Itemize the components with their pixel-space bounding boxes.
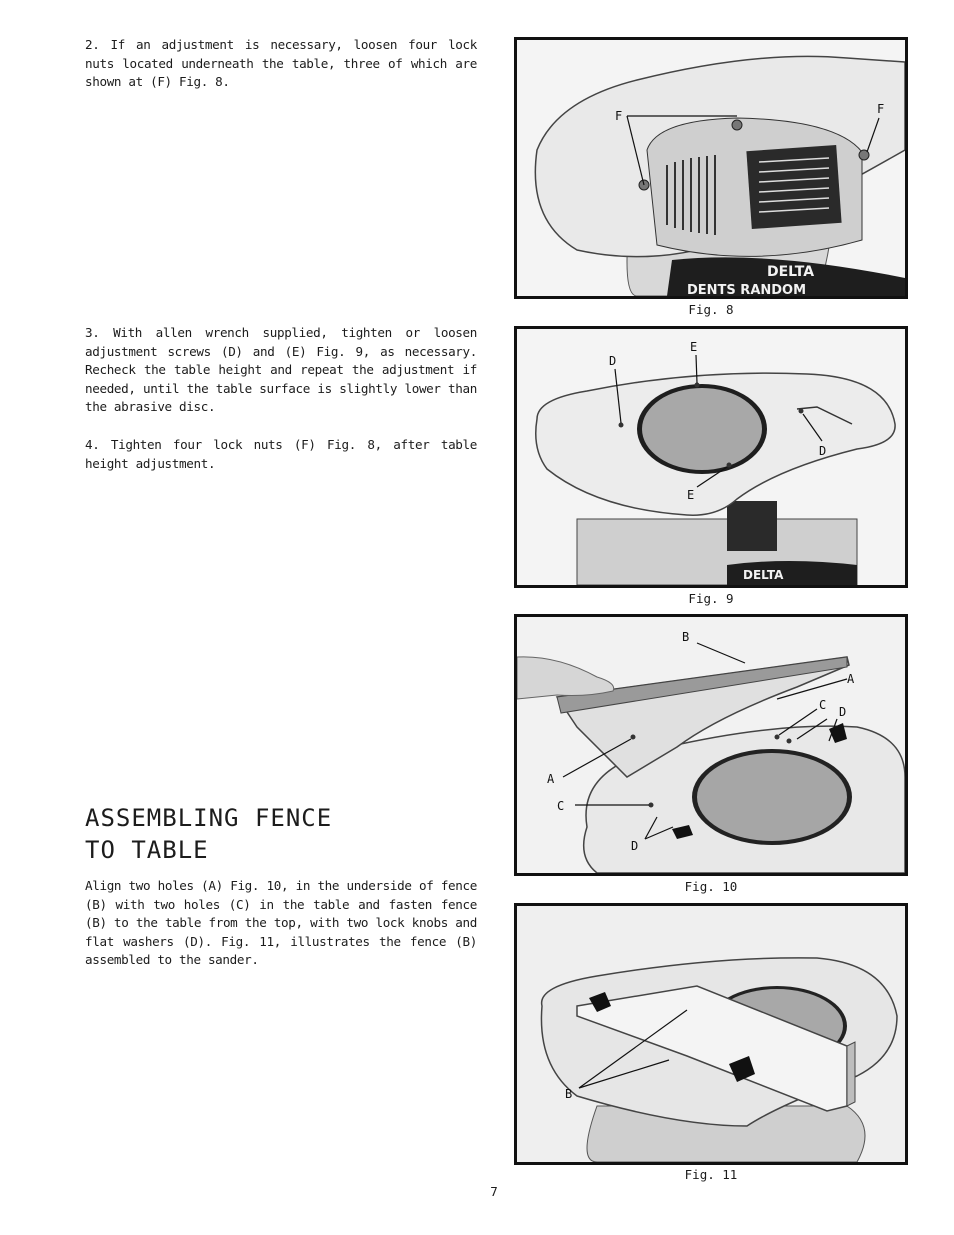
- section-heading-line-2: TO TABLE: [85, 836, 209, 864]
- fig10-label-a-left: A: [547, 772, 555, 786]
- fig10-label-a-right: A: [847, 672, 855, 686]
- figure-10-photo: [514, 614, 908, 876]
- figure-11-caption: Fig. 11: [684, 1167, 738, 1182]
- step-4-text: 4. Tighten four lock nuts (F) Fig. 8, after table height adjustment.: [85, 437, 477, 471]
- fig11-label-b: B: [565, 1087, 573, 1101]
- lock-nut-icon: [732, 120, 742, 130]
- figure-8-caption: Fig. 8: [688, 302, 734, 317]
- figure-8-photo: [514, 37, 908, 299]
- fig10-label-c-left: C: [557, 799, 565, 813]
- fig9-label-d-right: D: [819, 444, 827, 458]
- fig9-label-d-left: D: [609, 354, 617, 368]
- fig8-label-f-left: F: [615, 109, 623, 123]
- fig8-brand-text: DELTA: [767, 264, 815, 280]
- section-heading: [85, 802, 485, 866]
- fig9-label-e-top: E: [690, 340, 698, 354]
- fig9-brand-text: DELTA: [743, 568, 784, 582]
- fig10-label-d-left: D: [631, 839, 639, 853]
- step-3-text: 3. With allen wrench supplied, tighten or loosen adjustment screws (D) and (E) Fig. 9, as necessary. Recheck the table height and repeat the adjustment if needed, until the table surface is slightly lower than the abrasive disc.: [85, 325, 477, 415]
- fig10-label-b: B: [682, 630, 690, 644]
- section-heading-line-1: ASSEMBLING FENCE: [85, 804, 333, 832]
- figure-9-photo: [514, 326, 908, 588]
- figure-11-photo: [514, 903, 908, 1165]
- step-2-text: 2. If an adjustment is necessary, loosen four lock nuts located underneath the table, three of which are shown at (F) Fig. 8.: [85, 37, 477, 90]
- figure-9-caption: Fig. 9: [688, 591, 734, 606]
- fig9-label-e-bottom: E: [687, 488, 695, 502]
- fig8-label-f-right: F: [877, 102, 885, 116]
- fig8-model-text: DENTS RANDOM: [687, 283, 807, 296]
- fence-assembly-text: Align two holes (A) Fig. 10, in the underside of fence (B) with two holes (C) in the table and fasten fence (B) to the table from the top, with two lock knobs and flat washers (D). Fig. 11, illustrates the fence (B) assembled to the sander.: [85, 878, 477, 968]
- page-number: 7: [490, 1184, 498, 1199]
- figure-10-caption: Fig. 10: [684, 879, 738, 894]
- fig10-label-c-right: C: [819, 698, 827, 712]
- fig10-label-d-right: D: [839, 705, 847, 719]
